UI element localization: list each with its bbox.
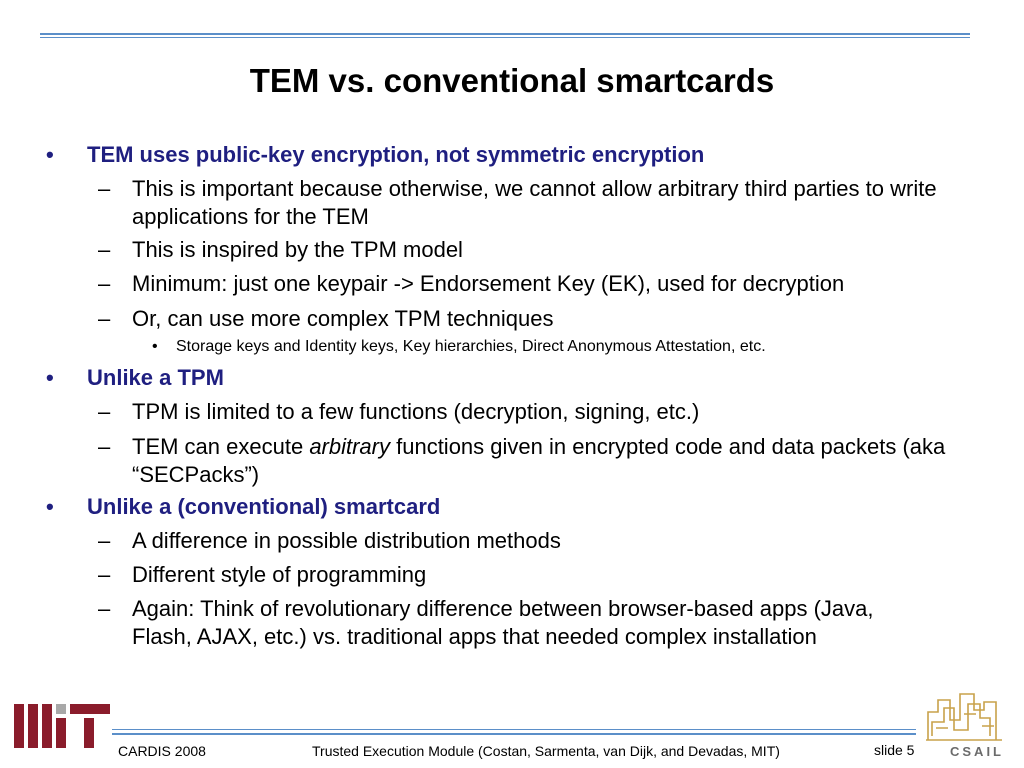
sub-item-text [132, 433, 962, 489]
sub-item-text: Different style of programming [132, 562, 427, 587]
sub-item-text: A difference in possible distribution methods [132, 528, 561, 553]
emphasis-arbitrary: arbitrary [309, 434, 390, 459]
top-rule [40, 33, 970, 35]
slide-title: TEM vs. conventional smartcards [249, 62, 775, 99]
dash-glyph: – [98, 399, 111, 424]
dash-glyph: – [98, 271, 111, 296]
footer-title: Trusted Execution Module (Costan, Sarmenta, van Dijk, and Devadas, MIT) [312, 743, 780, 759]
bullet-glyph: • [46, 365, 54, 390]
bullet-text: Unlike a (conventional) smartcard [87, 494, 441, 519]
small-bullet-glyph: • [152, 338, 158, 355]
dash-glyph: – [98, 562, 111, 587]
bullet-glyph: • [46, 142, 54, 167]
sub-item-text-after: functions given in encrypted code and data packets (aka “SECPacks”) [132, 434, 946, 487]
bullet-glyph: • [46, 494, 54, 519]
csail-logo [924, 690, 1004, 747]
footer-conference: CARDIS 2008 [118, 743, 206, 759]
mit-logo [14, 704, 110, 753]
dash-glyph: – [98, 306, 111, 331]
sub-item-text: TPM is limited to a few functions (decryption, signing, etc.) [132, 399, 700, 424]
sub-item-text: This is inspired by the TPM model [132, 237, 463, 262]
sub-item-text: Again: Think of revolutionary difference between browser-based apps (Java, Flash, AJAX, etc.) vs. traditional apps that needed complex installation [132, 596, 874, 649]
top-rule-thin [40, 37, 970, 38]
footer-rule-thick [112, 733, 916, 735]
dash-glyph: – [98, 237, 111, 262]
csail-wordmark: CSAIL [950, 744, 1004, 759]
bullet-text: TEM uses public-key encryption, not symmetric encryption [87, 142, 705, 167]
footer-rule [112, 729, 916, 730]
sub-sub-item-text: Storage keys and Identity keys, Key hierarchies, Direct Anonymous Attestation, etc. [176, 338, 766, 355]
sub-item-text-before: TEM can execute [132, 434, 310, 459]
dash-glyph: – [98, 176, 111, 201]
dash-glyph: – [98, 528, 111, 553]
bullet-text: Unlike a TPM [87, 365, 224, 390]
sub-item-text: Or, can use more complex TPM techniques [132, 306, 554, 331]
sub-item-text: Minimum: just one keypair -> Endorsement Key (EK), used for decryption [132, 271, 845, 296]
dash-glyph: – [98, 596, 111, 621]
dash-glyph: – [98, 434, 111, 459]
sub-item-text: This is important because otherwise, we cannot allow arbitrary third parties to write applications for the TEM [132, 176, 937, 229]
slide-number: slide 5 [874, 742, 915, 758]
